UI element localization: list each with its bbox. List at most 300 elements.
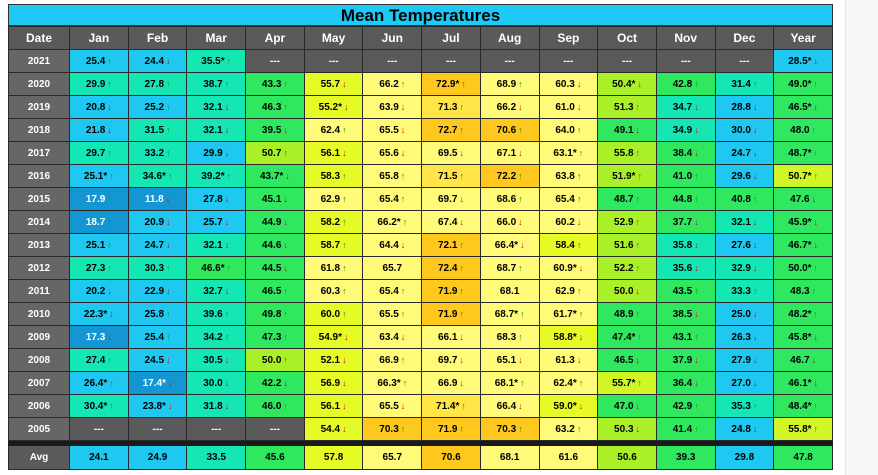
temperature-cell bbox=[656, 96, 715, 119]
arrow-up-icon: ↑ bbox=[283, 147, 288, 158]
temperature-cell bbox=[774, 303, 833, 326]
temperature-cell bbox=[70, 73, 129, 96]
temperature-value: 22.3* bbox=[83, 308, 108, 320]
temperature-cell bbox=[656, 395, 715, 418]
temperature-value: 44.9 bbox=[261, 216, 282, 228]
temperature-cell bbox=[304, 73, 363, 96]
temperature-cell bbox=[480, 211, 539, 234]
temperature-value: 61.7* bbox=[553, 308, 577, 320]
temperature-value: 24.5 bbox=[144, 354, 165, 366]
temperature-cell bbox=[128, 280, 187, 303]
temperature-cell bbox=[246, 188, 305, 211]
temperature-cell bbox=[539, 257, 598, 280]
temperature-cell bbox=[774, 280, 833, 303]
temperature-cell bbox=[774, 142, 833, 165]
temperature-value: --- bbox=[269, 55, 280, 67]
arrow-up-icon: ↑ bbox=[342, 170, 347, 181]
arrow-up-icon: ↑ bbox=[107, 147, 112, 158]
temperature-value: 72.4 bbox=[437, 262, 458, 274]
arrow-up-icon: ↑ bbox=[342, 239, 347, 250]
arrow-up-icon: ↑ bbox=[342, 308, 347, 319]
temperature-value: 66.4 bbox=[496, 400, 517, 412]
temperature-cell bbox=[715, 326, 774, 349]
arrow-down-icon: ↓ bbox=[459, 331, 464, 342]
column-header-jul: Jul bbox=[422, 27, 481, 50]
temperature-cell bbox=[480, 119, 539, 142]
arrow-up-icon: ↑ bbox=[518, 170, 523, 181]
temperature-value: 18.7 bbox=[85, 216, 106, 228]
arrow-up-icon: ↑ bbox=[400, 193, 406, 204]
header-row bbox=[9, 27, 833, 50]
temperature-cell bbox=[539, 73, 598, 96]
arrow-down-icon: ↓ bbox=[694, 262, 699, 273]
average-row bbox=[9, 446, 833, 470]
temperature-cell bbox=[774, 73, 833, 96]
temperature-value: 25.1* bbox=[83, 170, 108, 182]
temperature-cell bbox=[363, 50, 422, 73]
arrow-up-icon: ↑ bbox=[459, 101, 464, 112]
arrow-up-icon: ↑ bbox=[283, 308, 288, 319]
temperature-cell bbox=[363, 165, 422, 188]
temperature-cell bbox=[539, 395, 598, 418]
temperature-value: 66.9 bbox=[379, 354, 399, 366]
arrow-up-icon: ↑ bbox=[576, 124, 582, 135]
temperature-value: 23.8* bbox=[142, 400, 166, 412]
arrow-down-icon: ↓ bbox=[459, 193, 464, 204]
temperature-value: 35.8 bbox=[672, 239, 693, 251]
arrow-up-icon: ↑ bbox=[226, 55, 232, 66]
temperature-cell bbox=[539, 280, 598, 303]
arrow-down-icon: ↓ bbox=[342, 423, 347, 434]
table-row bbox=[9, 257, 833, 280]
year-cell: 2010 bbox=[9, 303, 70, 326]
temperature-value: 50.0 bbox=[261, 354, 282, 366]
arrow-down-icon: ↓ bbox=[400, 101, 406, 112]
arrow-up-icon: ↑ bbox=[813, 78, 819, 89]
temperature-value: 65.8 bbox=[379, 170, 399, 182]
temperature-cell bbox=[422, 73, 481, 96]
arrow-down-icon: ↓ bbox=[518, 354, 523, 365]
temperature-cell bbox=[598, 257, 657, 280]
temperature-value: 48.0 bbox=[790, 124, 810, 136]
arrow-up-icon: ↑ bbox=[166, 124, 171, 135]
temperature-value: 63.4 bbox=[379, 331, 399, 343]
arrow-down-icon: ↓ bbox=[224, 147, 230, 158]
arrow-down-icon: ↓ bbox=[166, 285, 171, 296]
temperature-cell bbox=[363, 73, 422, 96]
temperature-value: 66.1 bbox=[437, 331, 458, 343]
average-cell: 39.3 bbox=[656, 446, 715, 470]
temperature-value: 66.4* bbox=[494, 239, 519, 251]
average-cell: 45.6 bbox=[246, 446, 305, 470]
arrow-up-icon: ↑ bbox=[637, 331, 642, 342]
temperature-value: 70.6 bbox=[496, 124, 517, 136]
temperature-value: 60.0 bbox=[320, 308, 341, 320]
arrow-up-icon: ↑ bbox=[813, 400, 819, 411]
temperature-value: --- bbox=[563, 55, 574, 67]
temperature-cell bbox=[304, 165, 363, 188]
temperature-value: 65.5 bbox=[379, 308, 399, 320]
year-cell: 2011 bbox=[9, 280, 70, 303]
arrow-down-icon: ↓ bbox=[400, 124, 406, 135]
table-row bbox=[9, 349, 833, 372]
arrow-up-icon: ↑ bbox=[107, 78, 112, 89]
temperature-value: 50.4* bbox=[612, 78, 636, 90]
temperature-value: 41.4 bbox=[672, 423, 693, 435]
temperature-value: 50.7 bbox=[261, 147, 282, 159]
arrow-up-icon: ↑ bbox=[518, 124, 523, 135]
temperature-value: 45.8* bbox=[788, 331, 812, 343]
temperature-cell bbox=[656, 234, 715, 257]
arrow-up-icon: ↑ bbox=[167, 170, 173, 181]
arrow-down-icon: ↓ bbox=[518, 101, 523, 112]
temperature-cell bbox=[363, 211, 422, 234]
temperature-cell bbox=[656, 188, 715, 211]
temperature-cell bbox=[128, 418, 187, 441]
arrow-up-icon: ↑ bbox=[576, 193, 582, 204]
arrow-down-icon: ↓ bbox=[459, 216, 464, 227]
temperature-value: 30.3 bbox=[144, 262, 165, 274]
temperature-value: 61.0 bbox=[555, 101, 575, 113]
temperature-cell bbox=[246, 418, 305, 441]
temperature-cell bbox=[128, 257, 187, 280]
temperature-cell bbox=[187, 73, 246, 96]
arrow-down-icon: ↓ bbox=[576, 354, 582, 365]
temperature-value: 48.7* bbox=[788, 147, 812, 159]
arrow-down-icon: ↓ bbox=[224, 354, 230, 365]
temperature-value: 71.3 bbox=[437, 101, 458, 113]
arrow-down-icon: ↓ bbox=[813, 216, 819, 227]
arrow-down-icon: ↓ bbox=[813, 239, 819, 250]
temperature-value: 17.9 bbox=[85, 193, 106, 205]
temperature-value: 24.7 bbox=[731, 147, 751, 159]
arrow-up-icon: ↑ bbox=[459, 308, 464, 319]
temperature-cell bbox=[70, 326, 129, 349]
arrow-up-icon: ↑ bbox=[813, 308, 819, 319]
temperature-value: 60.9* bbox=[553, 262, 577, 274]
temperature-value: 47.6 bbox=[790, 193, 810, 205]
temperature-cell bbox=[246, 372, 305, 395]
temperature-value: 66.2* bbox=[377, 216, 401, 228]
temperature-value: 29.7 bbox=[85, 147, 106, 159]
arrow-down-icon: ↓ bbox=[752, 170, 758, 181]
temperature-value: 65.5 bbox=[379, 124, 399, 136]
arrow-down-icon: ↓ bbox=[109, 308, 114, 319]
arrow-up-icon: ↑ bbox=[109, 377, 114, 388]
temperature-value: 62.9 bbox=[555, 285, 575, 297]
temperature-cell bbox=[304, 142, 363, 165]
temperature-value: 55.2* bbox=[318, 101, 343, 113]
temperature-value: 48.3 bbox=[790, 285, 810, 297]
temperature-value: 52.2 bbox=[614, 262, 634, 274]
temperature-cell bbox=[304, 119, 363, 142]
arrow-down-icon: ↓ bbox=[283, 239, 288, 250]
arrow-up-icon: ↑ bbox=[459, 170, 464, 181]
temperature-cell bbox=[598, 234, 657, 257]
arrow-up-icon: ↑ bbox=[813, 170, 819, 181]
temperature-value: 32.7 bbox=[203, 285, 223, 297]
temperature-value: 72.9* bbox=[436, 78, 460, 90]
temperature-cell bbox=[480, 73, 539, 96]
temperature-cell bbox=[128, 50, 187, 73]
temperature-value: 29.6 bbox=[731, 170, 751, 182]
temperature-cell bbox=[128, 303, 187, 326]
mean-temperatures-table bbox=[8, 26, 833, 470]
arrow-up-icon: ↑ bbox=[400, 170, 406, 181]
temperature-cell bbox=[363, 303, 422, 326]
temperature-value: 66.9 bbox=[437, 377, 458, 389]
arrow-up-icon: ↑ bbox=[635, 147, 641, 158]
temperature-value: 69.7 bbox=[437, 193, 458, 205]
temperature-value: 46.5 bbox=[614, 354, 634, 366]
temperature-cell bbox=[422, 257, 481, 280]
temperature-value: 71.9 bbox=[437, 285, 458, 297]
arrow-down-icon: ↓ bbox=[283, 216, 288, 227]
arrow-down-icon: ↓ bbox=[344, 331, 349, 342]
arrow-down-icon: ↓ bbox=[752, 354, 758, 365]
temperature-value: 33.3 bbox=[731, 285, 751, 297]
arrow-down-icon: ↓ bbox=[694, 147, 699, 158]
temperature-cell bbox=[656, 418, 715, 441]
arrow-down-icon: ↓ bbox=[578, 400, 584, 411]
temperature-cell bbox=[480, 418, 539, 441]
temperature-value: 55.7* bbox=[612, 377, 636, 389]
temperature-value: --- bbox=[387, 55, 398, 67]
temperature-cell bbox=[304, 96, 363, 119]
temperature-cell bbox=[70, 96, 129, 119]
arrow-up-icon: ↑ bbox=[752, 285, 758, 296]
temperature-cell bbox=[246, 257, 305, 280]
temperature-value: 22.9 bbox=[144, 285, 165, 297]
arrow-up-icon: ↑ bbox=[811, 124, 817, 135]
temperature-value: 55.8 bbox=[614, 147, 634, 159]
temperature-value: 43.3 bbox=[261, 78, 282, 90]
temperature-value: 48.4* bbox=[788, 400, 812, 412]
temperature-value: 60.3 bbox=[555, 78, 575, 90]
temperature-value: 71.4* bbox=[436, 400, 460, 412]
temperature-cell bbox=[774, 96, 833, 119]
temperature-value: 71.5 bbox=[437, 170, 458, 182]
year-cell: 2014 bbox=[9, 211, 70, 234]
temperature-cell bbox=[128, 165, 187, 188]
temperature-panel bbox=[8, 4, 833, 470]
temperature-value: 41.0 bbox=[672, 170, 693, 182]
temperature-value: 25.4 bbox=[144, 331, 165, 343]
temperature-value: 40.8 bbox=[731, 193, 751, 205]
temperature-cell bbox=[363, 142, 422, 165]
average-cell: 61.6 bbox=[539, 446, 598, 470]
temperature-value: 17.3 bbox=[85, 331, 106, 343]
arrow-up-icon: ↑ bbox=[637, 170, 642, 181]
arrow-up-icon: ↑ bbox=[576, 423, 582, 434]
temperature-value: 51.6 bbox=[614, 239, 634, 251]
temperature-value: 37.9 bbox=[672, 354, 693, 366]
temperature-value: 64.4 bbox=[379, 239, 399, 251]
arrow-down-icon: ↓ bbox=[166, 216, 171, 227]
temperature-value: 38.5 bbox=[672, 308, 693, 320]
temperature-value: 66.3* bbox=[377, 377, 401, 389]
temperature-cell bbox=[187, 395, 246, 418]
table-row bbox=[9, 73, 833, 96]
arrow-up-icon: ↑ bbox=[461, 78, 466, 89]
arrow-up-icon: ↑ bbox=[224, 308, 230, 319]
temperature-cell bbox=[128, 372, 187, 395]
arrow-up-icon: ↑ bbox=[813, 147, 819, 158]
temperature-value: 60.3 bbox=[320, 285, 341, 297]
temperature-value: 42.8 bbox=[672, 78, 693, 90]
arrow-down-icon: ↓ bbox=[459, 354, 464, 365]
temperature-cell bbox=[598, 395, 657, 418]
temperature-cell bbox=[246, 280, 305, 303]
temperature-cell bbox=[480, 142, 539, 165]
column-header-apr: Apr bbox=[246, 27, 305, 50]
temperature-cell bbox=[598, 119, 657, 142]
arrow-up-icon: ↑ bbox=[813, 423, 819, 434]
temperature-value: 65.4 bbox=[379, 193, 399, 205]
arrow-down-icon: ↓ bbox=[635, 124, 641, 135]
arrow-up-icon: ↑ bbox=[107, 262, 112, 273]
temperature-value: 60.2 bbox=[555, 216, 575, 228]
temperature-cell bbox=[187, 257, 246, 280]
temperature-cell bbox=[422, 303, 481, 326]
temperature-cell bbox=[480, 165, 539, 188]
arrow-down-icon: ↓ bbox=[752, 239, 758, 250]
arrow-down-icon: ↓ bbox=[224, 193, 230, 204]
temperature-cell bbox=[187, 142, 246, 165]
arrow-down-icon: ↓ bbox=[635, 354, 641, 365]
temperature-value: 65.1 bbox=[496, 354, 517, 366]
temperature-cell bbox=[774, 395, 833, 418]
temperature-cell bbox=[422, 395, 481, 418]
temperature-cell bbox=[246, 211, 305, 234]
temperature-value: 52.1 bbox=[320, 354, 341, 366]
temperature-value: --- bbox=[211, 423, 222, 435]
arrow-up-icon: ↑ bbox=[283, 354, 288, 365]
temperature-cell bbox=[70, 165, 129, 188]
temperature-value: 65.4 bbox=[555, 193, 575, 205]
temperature-value: 32.1 bbox=[203, 239, 223, 251]
temperature-cell bbox=[774, 326, 833, 349]
temperature-value: 68.7* bbox=[494, 308, 519, 320]
temperature-cell bbox=[304, 257, 363, 280]
temperature-value: 26.4* bbox=[83, 377, 108, 389]
arrow-down-icon: ↓ bbox=[518, 147, 523, 158]
column-header-sep: Sep bbox=[539, 27, 598, 50]
arrow-up-icon: ↑ bbox=[342, 124, 347, 135]
temperature-value: 35.3 bbox=[731, 400, 751, 412]
column-header-may: May bbox=[304, 27, 363, 50]
table-row bbox=[9, 395, 833, 418]
temperature-cell bbox=[715, 303, 774, 326]
arrow-up-icon: ↑ bbox=[400, 354, 406, 365]
arrow-up-icon: ↑ bbox=[694, 331, 699, 342]
temperature-cell bbox=[187, 234, 246, 257]
temperature-cell bbox=[70, 50, 129, 73]
temperature-cell bbox=[774, 418, 833, 441]
temperature-cell bbox=[70, 188, 129, 211]
temperature-value: 35.6 bbox=[672, 262, 693, 274]
temperature-value: 34.2 bbox=[203, 331, 223, 343]
temperature-value: 26.3 bbox=[731, 331, 751, 343]
arrow-down-icon: ↓ bbox=[752, 147, 758, 158]
temperature-cell bbox=[363, 257, 422, 280]
temperature-cell bbox=[598, 165, 657, 188]
temperature-cell bbox=[422, 349, 481, 372]
arrow-up-icon: ↑ bbox=[694, 423, 699, 434]
temperature-value: 34.6* bbox=[142, 170, 166, 182]
arrow-up-icon: ↑ bbox=[107, 354, 112, 365]
temperature-cell bbox=[539, 234, 598, 257]
temperature-value: 31.4 bbox=[731, 78, 751, 90]
page-side-margin bbox=[845, 0, 878, 475]
average-cell: 33.5 bbox=[187, 446, 246, 470]
temperature-value: 68.1 bbox=[499, 285, 520, 297]
temperature-cell bbox=[70, 234, 129, 257]
arrow-up-icon: ↑ bbox=[520, 308, 525, 319]
temperature-cell bbox=[539, 165, 598, 188]
temperature-value: 46.3 bbox=[261, 101, 282, 113]
temperature-cell bbox=[598, 50, 657, 73]
temperature-value: 50.3 bbox=[614, 423, 634, 435]
temperature-value: 61.3 bbox=[555, 354, 575, 366]
year-cell: 2008 bbox=[9, 349, 70, 372]
temperature-value: 39.5 bbox=[261, 124, 282, 136]
temperature-cell bbox=[715, 73, 774, 96]
temperature-cell bbox=[598, 211, 657, 234]
temperature-value: 45.1 bbox=[261, 193, 282, 205]
arrow-up-icon: ↑ bbox=[224, 78, 230, 89]
temperature-cell bbox=[246, 349, 305, 372]
temperature-value: 70.3 bbox=[379, 423, 399, 435]
temperature-cell bbox=[774, 165, 833, 188]
temperature-cell bbox=[715, 349, 774, 372]
year-cell: 2007 bbox=[9, 372, 70, 395]
year-cell: 2009 bbox=[9, 326, 70, 349]
temperature-cell bbox=[187, 50, 246, 73]
temperature-cell bbox=[656, 142, 715, 165]
arrow-up-icon: ↑ bbox=[518, 423, 523, 434]
arrow-up-icon: ↑ bbox=[518, 78, 523, 89]
arrow-down-icon: ↓ bbox=[811, 354, 817, 365]
temperature-value: 55.7 bbox=[320, 78, 341, 90]
temperature-value: 24.8 bbox=[731, 423, 751, 435]
temperature-value: 44.8 bbox=[672, 193, 693, 205]
temperature-value: 35.5* bbox=[201, 55, 225, 67]
temperature-value: 49.0* bbox=[788, 78, 812, 90]
year-cell: 2006 bbox=[9, 395, 70, 418]
temperature-cell bbox=[480, 96, 539, 119]
table-title: Mean Temperatures bbox=[8, 4, 833, 26]
arrow-up-icon: ↑ bbox=[226, 262, 232, 273]
temperature-cell bbox=[774, 211, 833, 234]
temperature-value: 72.7 bbox=[437, 124, 458, 136]
column-header-jan: Jan bbox=[70, 27, 129, 50]
temperature-cell bbox=[480, 303, 539, 326]
temperature-cell bbox=[422, 372, 481, 395]
temperature-cell bbox=[128, 142, 187, 165]
temperature-cell bbox=[715, 211, 774, 234]
arrow-up-icon: ↑ bbox=[402, 216, 408, 227]
arrow-up-icon: ↑ bbox=[578, 377, 584, 388]
temperature-cell bbox=[304, 372, 363, 395]
temperature-cell bbox=[656, 326, 715, 349]
arrow-down-icon: ↓ bbox=[694, 239, 699, 250]
temperature-cell bbox=[304, 395, 363, 418]
arrow-down-icon: ↓ bbox=[459, 147, 464, 158]
arrow-down-icon: ↓ bbox=[224, 124, 230, 135]
temperature-value: 69.5 bbox=[437, 147, 458, 159]
temperature-cell bbox=[480, 234, 539, 257]
